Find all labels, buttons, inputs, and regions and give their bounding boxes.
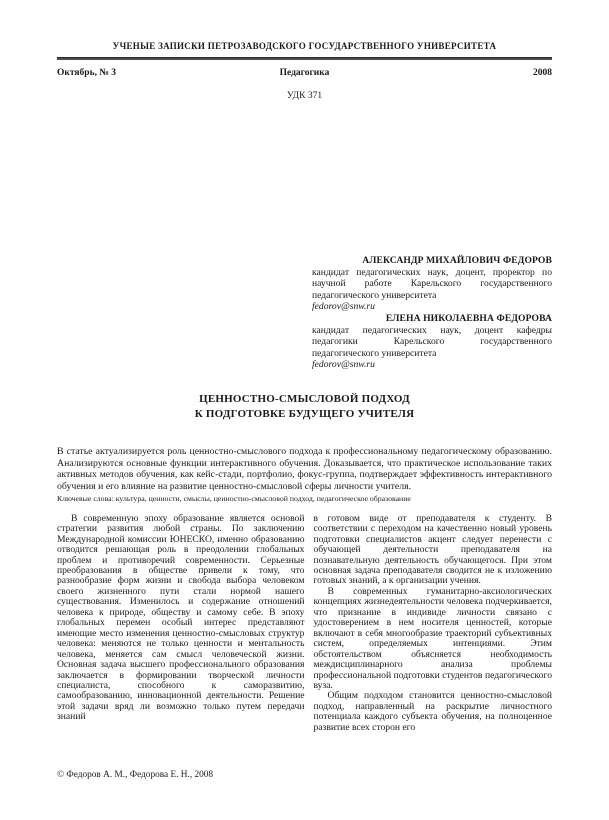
article-body — [57, 514, 552, 734]
author-entry — [312, 255, 552, 313]
article-title-line: К ПОДГОТОВКЕ БУДУЩЕГО УЧИТЕЛЯ — [194, 407, 415, 420]
header-divider — [57, 57, 552, 60]
body-paragraph: в готовом виде от преподавателя к студенту. В соответствии с переходом на качественно новый уровень подготовки специалистов акцент следует перенести с обучающей деятельности преподавателя на познавательную деятельность обучающегося. При этом основная задача преподавателя сводится не к изложению готовых знаний, а к организации учения. — [313, 512, 552, 587]
author-name: ЕЛЕНА НИКОЛАЕВНА ФЕДОРОВА — [385, 312, 552, 324]
author-email: fedorov@snw.ru — [312, 359, 375, 371]
article-title-line: ЦЕННОСТНО-СМЫСЛОВОЙ ПОДХОД — [199, 392, 410, 405]
issue-date: Октябрь, № 3 — [57, 68, 117, 78]
journal-section: Педагогика — [279, 68, 330, 78]
body-paragraph: В современную эпоху образование является основой стратегии развития любой страны. По заключению Международной комиссии ЮНЕСКО, именно образованию отводится решающая роль в преодолении глобальных проблем и противоречий современности. Серьезные преобразования в обществе привели к тому, что разнообразие форм жизни и свобода выбора человеком своего жизненного пути стали нормой нашего существования. Изменилось и содержание отношений человека к природе, обществу и самому себе. В эпоху глобальных перемен особый интерес представляют имеющие место изменения ценностно-смысловых структур человека: меняются не только ценности и ментальность человека, меняется сам смысл человеческой жизни. Основная задача высшего профессионального образования заключается в формировании творческой личности специалиста, способного к саморазвитию, самообразованию, инновационной деятельности. Решение этой задачи вряд ли возможно только путем передачи знаний — [57, 512, 305, 723]
author-name: АЛЕКСАНДР МИХАЙЛОВИЧ ФЕДОРОВ — [362, 255, 552, 266]
abstract-text: В статье актуализируется роль ценностно-смыслового подхода к профессиональному педагогическому образованию. Анализируются основные функции интерактивного обучения. Доказывается, что практическое использование таких активных методов обучения, как кейс-стади, портфолио, фокус-группа, подтверждает эффективность интерактивного обучения и его влияние на развитие ценностно-смысловой сферы личности учителя. — [57, 445, 552, 493]
author-email: fedorov@snw.ru — [312, 301, 375, 313]
body-right-column — [313, 514, 552, 734]
author-affiliation: кандидат педагогических наук, доцент кафедры педагогики Карельского государственного педагогического университета — [312, 324, 552, 359]
author-entry — [312, 313, 552, 371]
body-paragraph: В современных гуманитарно-аксиологических концепциях жизнедеятельности человека подчеркивается, что признание в индивиде личности связано с удостоверением в нем носителя ценностей, которые включают в себя многообразие траекторий субъективных систем, определяемых интенциями. Этим обстоятельством объясняется необходимость междисциплинарного анализа проблемы профессиональной подготовки студентов педагогического вуза. — [313, 585, 552, 691]
keywords-line: Ключевые слова: культура, ценности, смыслы, ценностно-смысловой подход, педагогическое образование — [57, 493, 411, 503]
body-paragraph: Общим подходом становится ценностно-смысловой подход, направленный на раскрытие личностного потенциала каждого субъекта обучения, на полноценное развитие всех сторон его — [313, 690, 552, 733]
author-affiliation: кандидат педагогических наук, доцент, проректор по научной работе Карельского государственного педагогического университета — [312, 266, 552, 301]
issue-meta-row — [57, 68, 552, 78]
issue-year: 2008 — [533, 68, 552, 78]
body-left-column — [57, 514, 304, 734]
journal-title: УЧЕНЫЕ ЗАПИСКИ ПЕТРОЗАВОДСКОГО ГОСУДАРСТВЕННОГО УНИВЕРСИТЕТА — [112, 41, 497, 51]
article-title — [57, 392, 552, 422]
copyright-notice: © Федоров А. М., Федорова Е. Н., 2008 — [57, 770, 214, 780]
authors-block — [312, 255, 552, 371]
udc-code: УДК 371 — [286, 91, 323, 101]
